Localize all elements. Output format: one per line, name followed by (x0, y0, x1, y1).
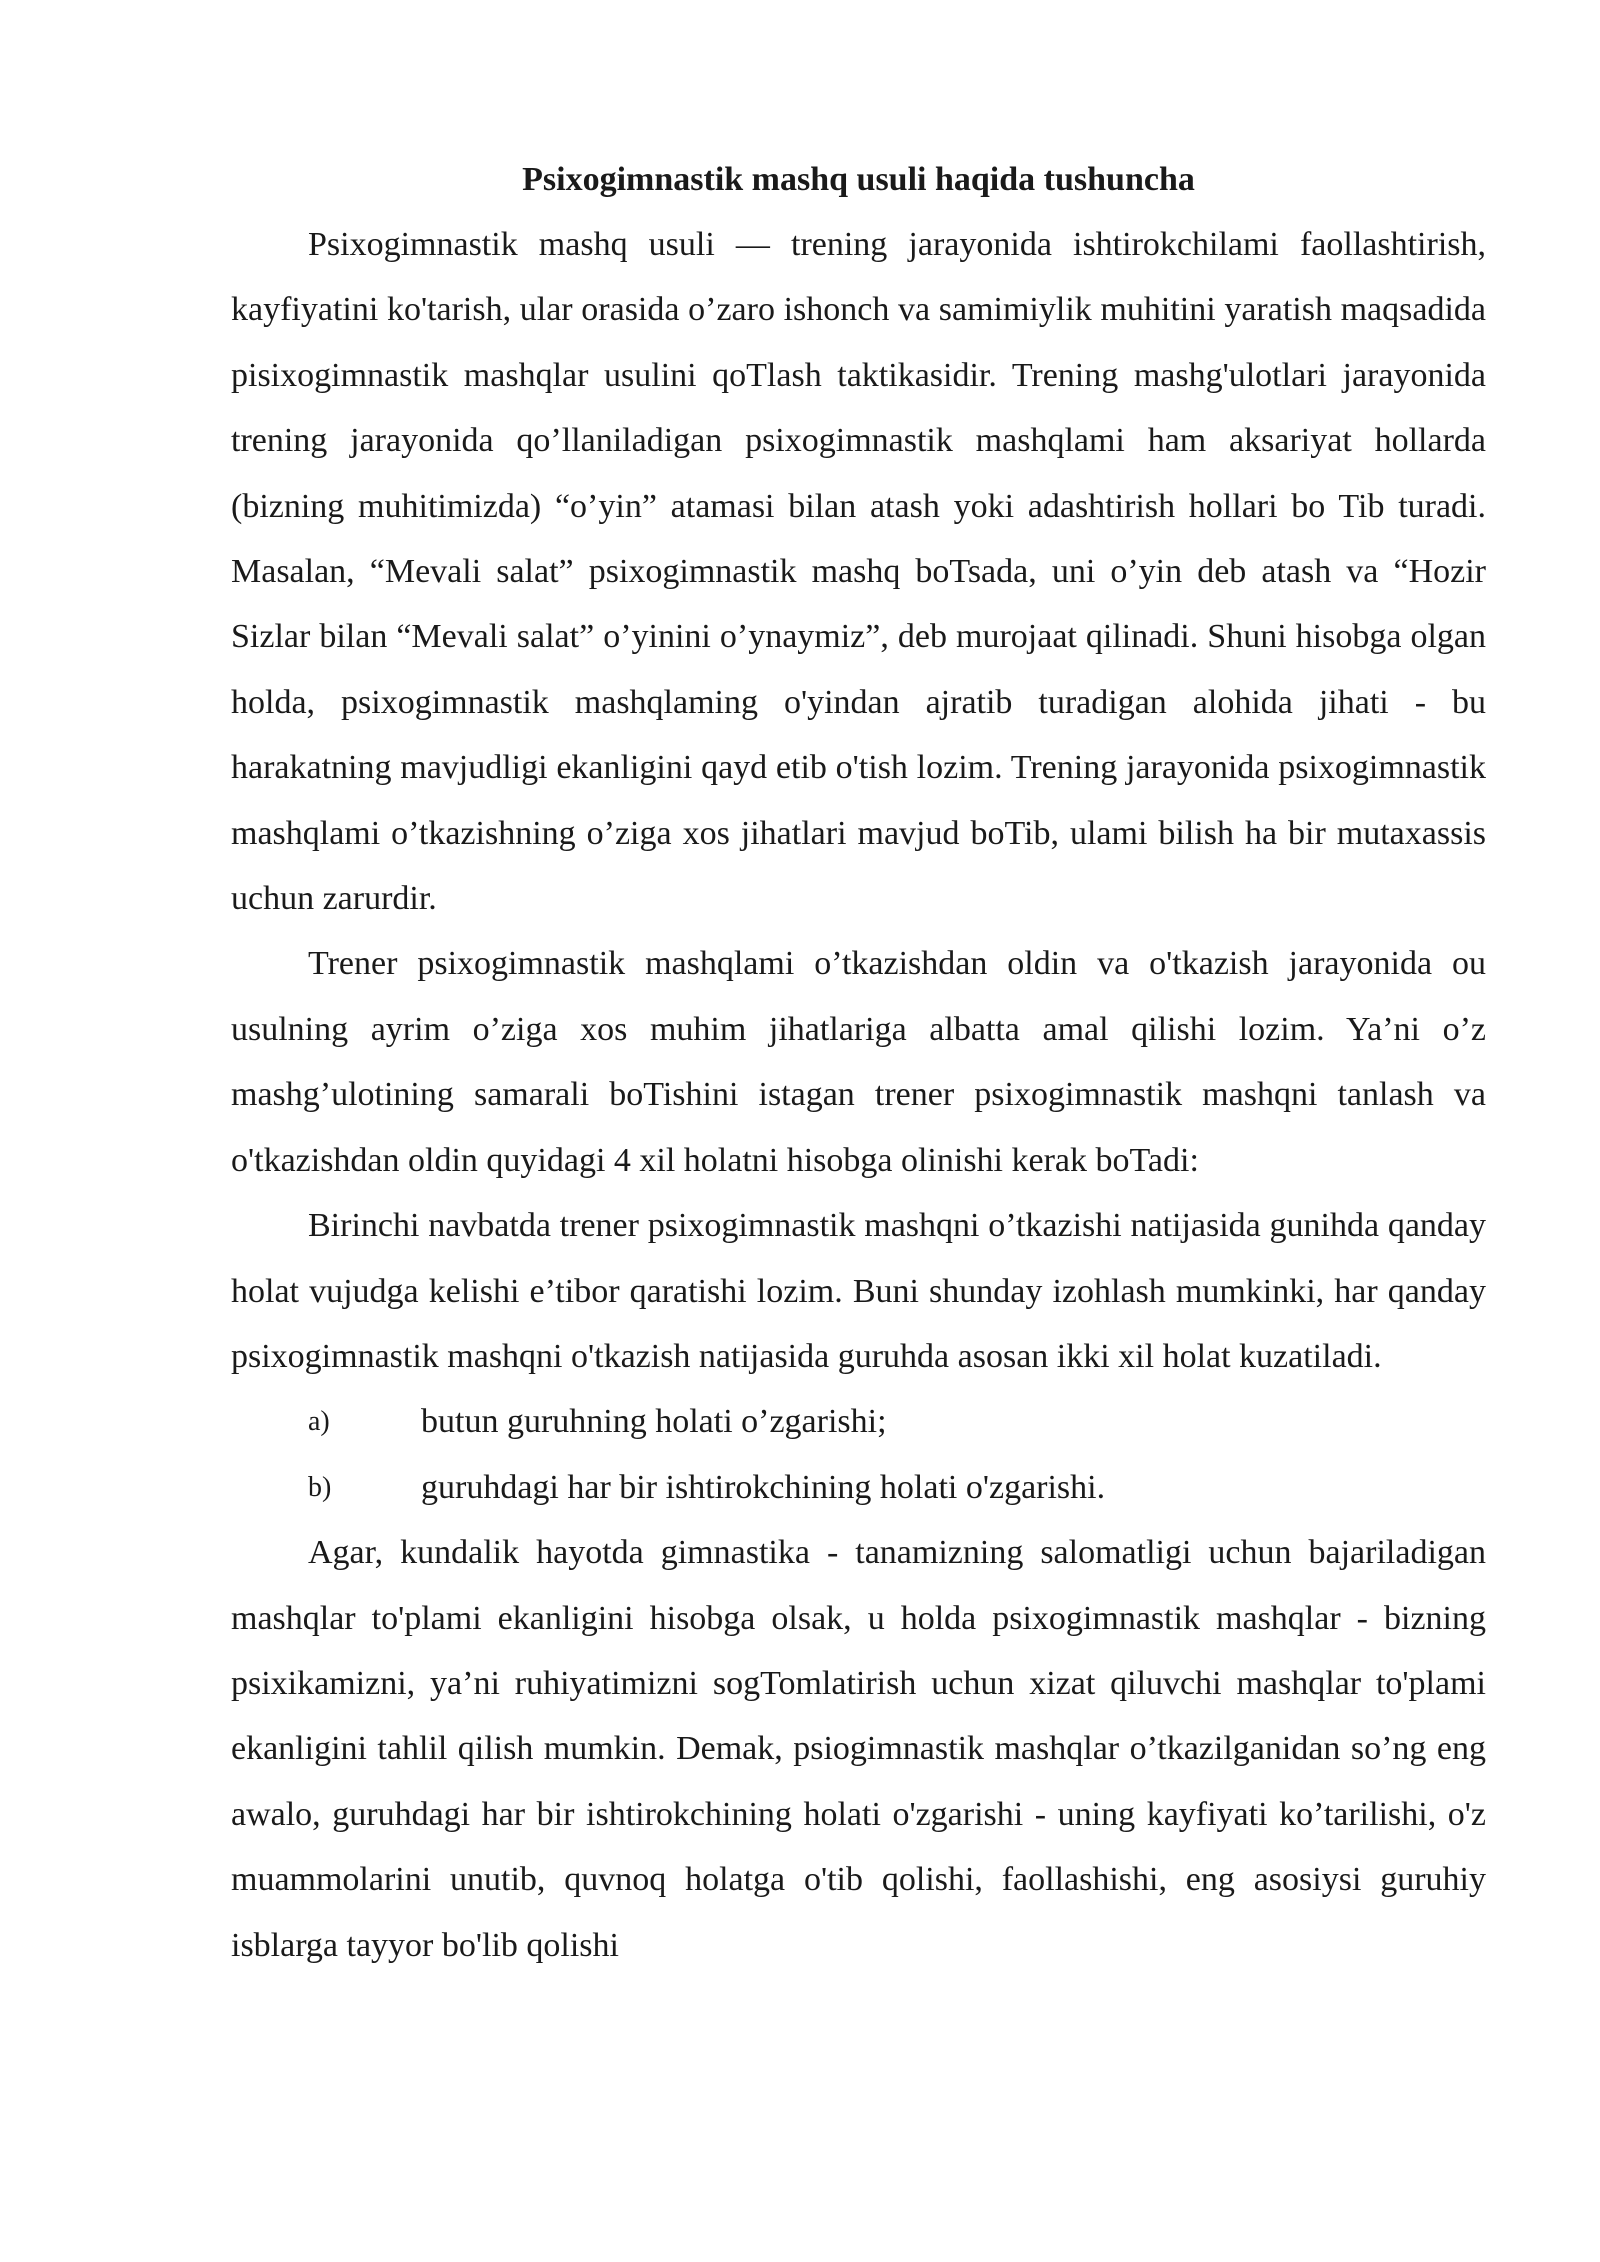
paragraph-trainer: Trener psixogimnastik mashqlami o’tkazishdan oldin va o'tkazish jarayonida ou usulning ayrim o’ziga xos muhim jihatlariga albatta amal qilishi lozim. Ya’ni o’z mashg’ulotining samarali boTishini istagan trener psixogimnastik mashqni tanlash va o'tkazishdan oldin quyidagi 4 xil holatni hisobga olinishi kerak boTadi: (231, 945, 1486, 1179)
document-title: Psixogimnastik mashq usuli haqida tushuncha (522, 161, 1195, 198)
list-marker: a) (308, 1406, 330, 1438)
list-item (231, 1455, 1486, 1520)
list-item-text: guruhdagi har bir ishtirokchining holati o'zgarishi. (421, 1468, 1106, 1506)
paragraph-gymnastics: Agar, kundalik hayotda gimnastika - tanamizning salomatligi uchun bajariladigan mashqlar to'plami ekanligini hisobga olsak, u holda psixogimnastik mashqlar - bizning psixikamizni, ya’ni ruhiyatimizni sogTomlatirish uchun xizat qiluvchi mashqlar to'plami ekanligini tahlil qilish mumkin. Demak, psiogimnastik mashqlar o’tkazilganidan so’ng eng awalo, guruhdagi har bir ishtirokchining holati o'zgarishi - uning kayfiyati ko’tarilishi, o'z muammolarini unutib, quvnoq holatga o'tib qolishi, faollashishi, eng asosiysi guruhiy isblarga tayyor bo'lib qolishi (231, 1534, 1486, 1964)
paragraph-definition: Psixogimnastik mashq usuli — trening jarayonida ishtirokchilami faollashtirish, kayfiyatini ko'tarish, ular orasida o’zaro ishonch va samimiylik muhitini yaratish maqsadida pisixogimnastik mashqlar usulini qoTlash taktikasidir. Trening mashg'ulotlari jarayonida trening jarayonida qo’llaniladigan psixogimnastik mashqlami ham aksariyat hollarda (bizning muhitimizda) “o’yin” atamasi bilan atash yoki adashtirish hollari bo Tib turadi. Masalan, “Mevali salat” psixogimnastik mashq boTsada, uni o’yin deb atash va “Hozir Sizlar bilan “Mevali salat” o’yinini o’ynaymiz”, deb murojaat qilinadi. Shuni hisobga olgan holda, psixogimnastik mashqlaming o'yindan ajratib turadigan alohida jihati - bu harakatning mavjudligi ekanligini qayd etib o'tish lozim. Trening jarayonida psixogimnastik mashqlami o’tkazishning o’ziga xos jihatlari mavjud boTib, ulami bilish ha bir mutaxassis uchun zarurdir. (231, 226, 1486, 918)
list-marker: b) (308, 1471, 332, 1503)
document-page (231, 148, 1486, 1978)
state-change-list (231, 1389, 1486, 1520)
list-item-text: butun guruhning holati o’zgarishi; (421, 1403, 887, 1441)
list-item (231, 1389, 1486, 1454)
paragraph-first-point: Birinchi navbatda trener psixogimnastik mashqni o’tkazishi natijasida gunihda qanday holat vujudga kelishi e’tibor qaratishi lozim. Buni shunday izohlash mumkinki, har qanday psixogimnastik mashqni o'tkazish natijasida guruhda asosan ikki xil holat kuzatiladi. (231, 1207, 1486, 1375)
